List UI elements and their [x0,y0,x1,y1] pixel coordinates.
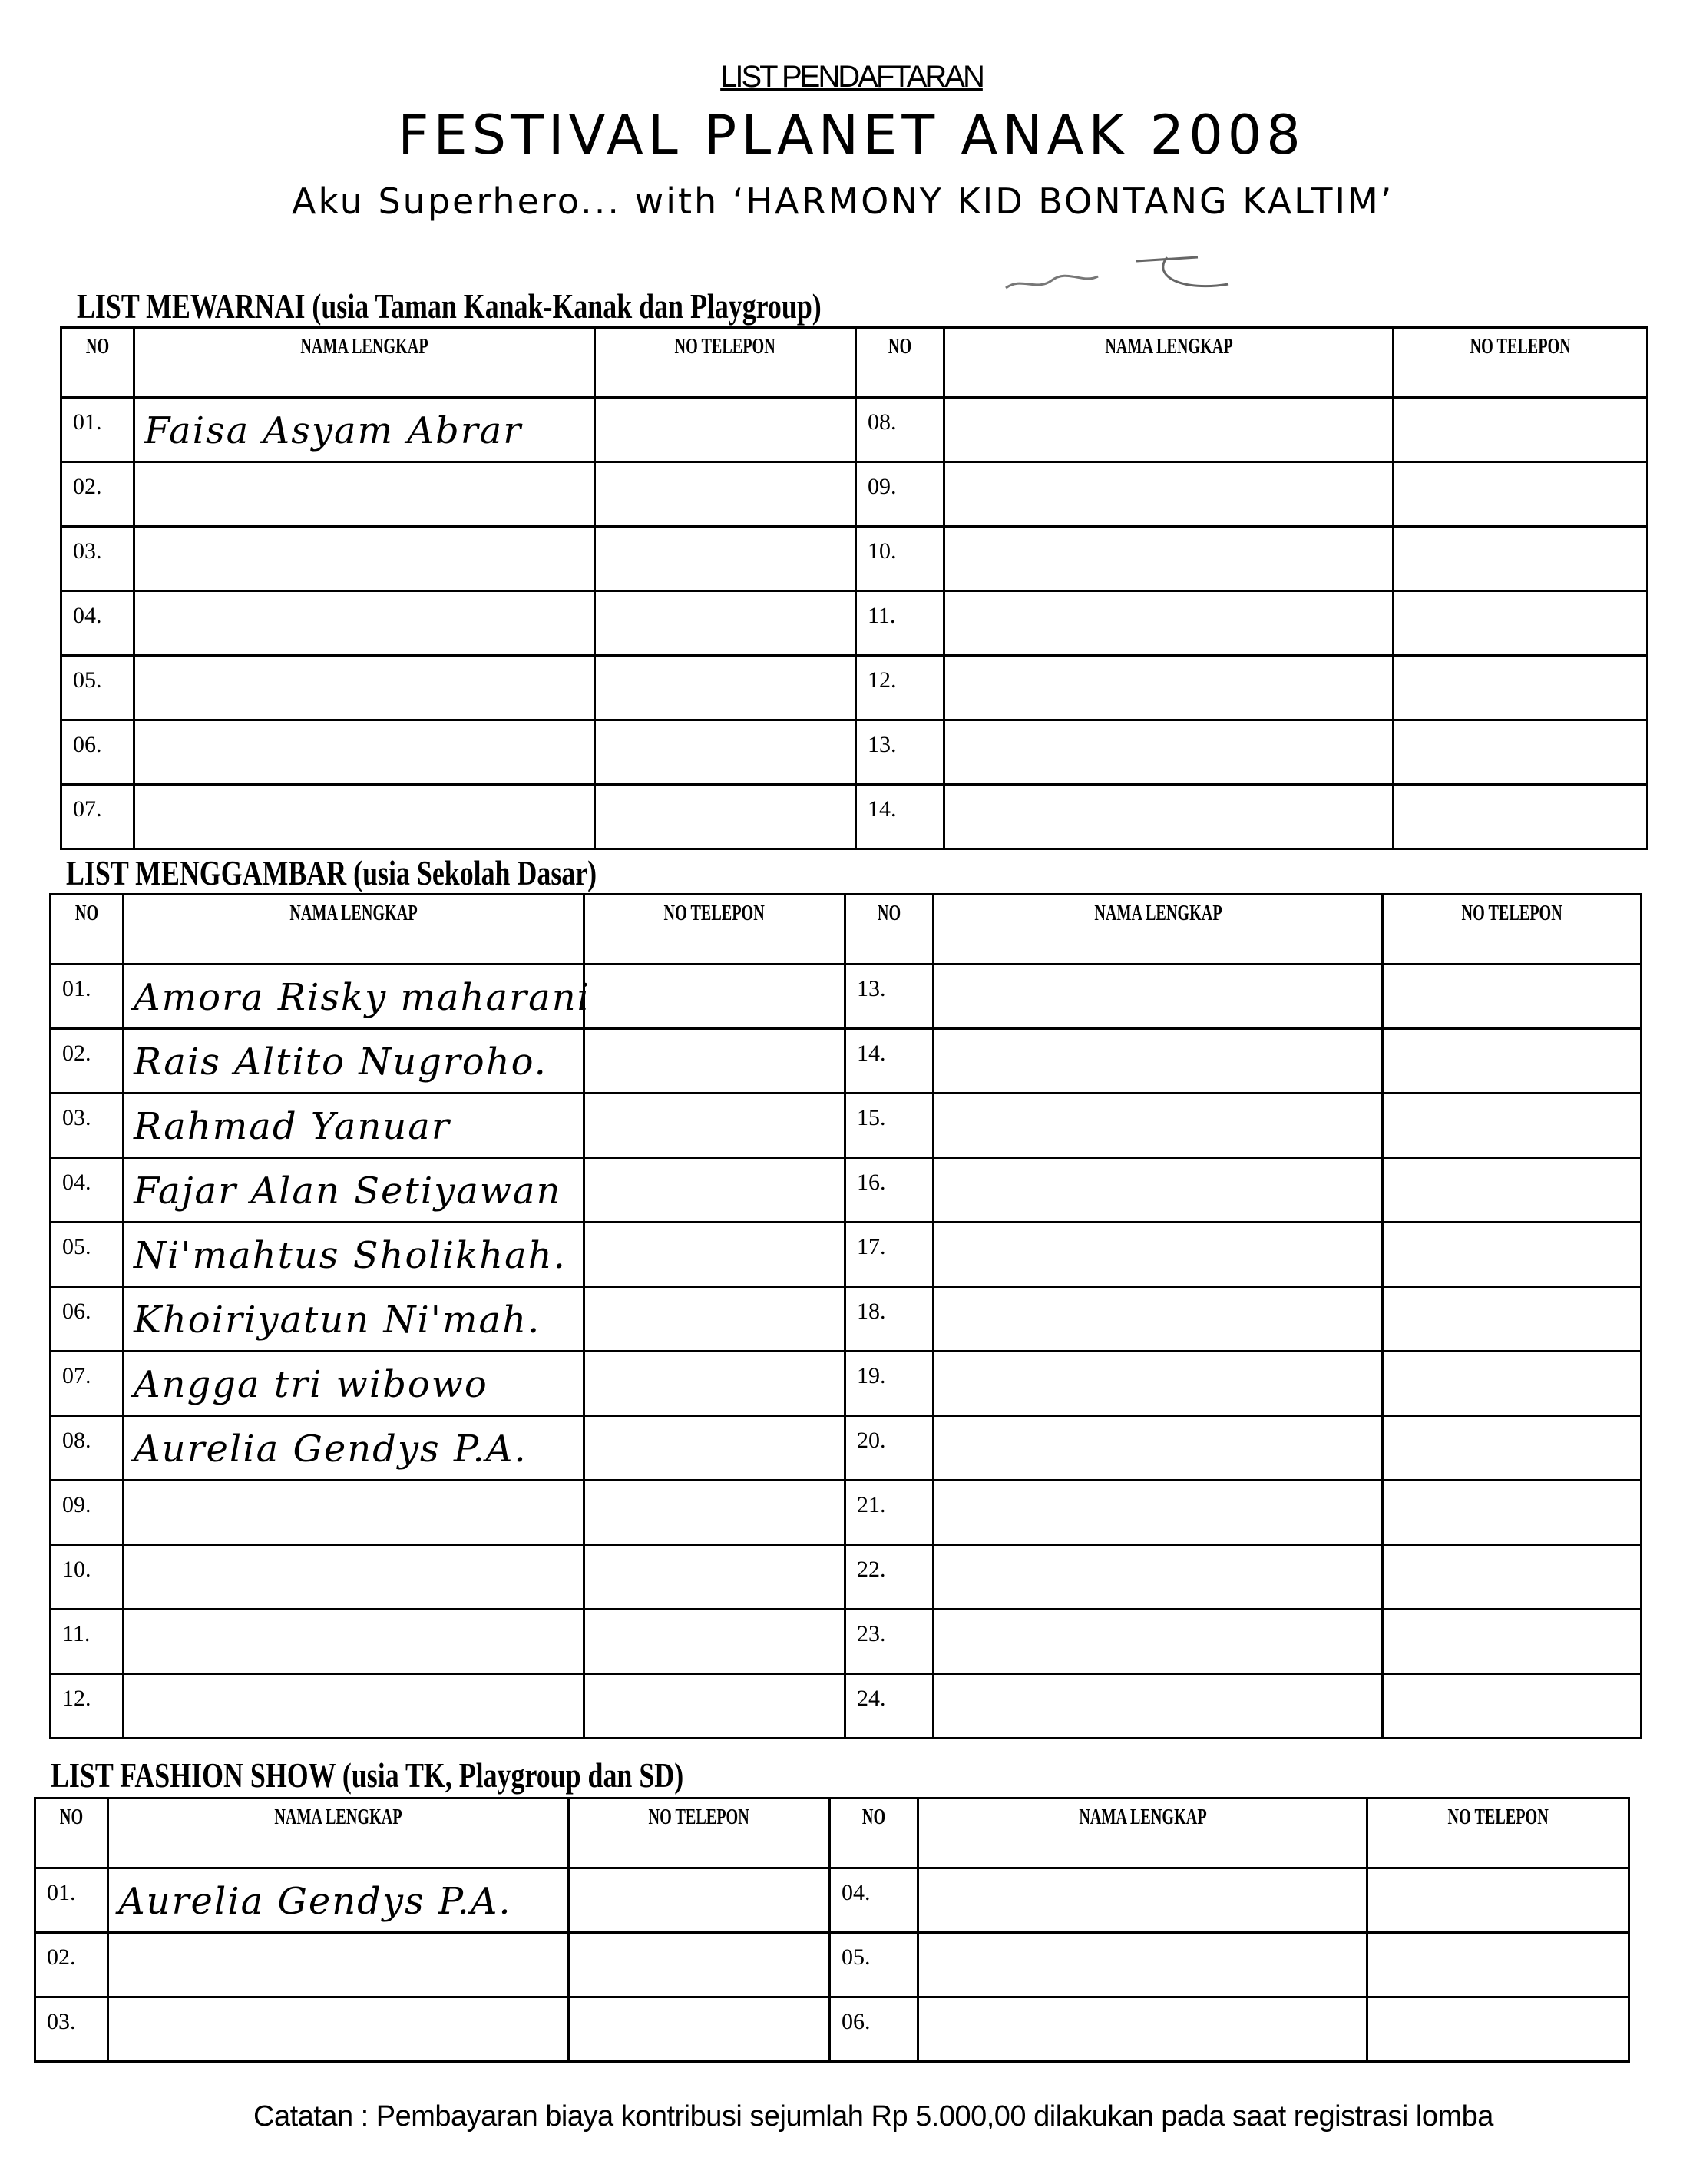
participant-name-cell [944,591,1394,656]
participant-name-cell [934,1610,1383,1674]
phone-number-cell [1394,720,1648,785]
row-number: 03. [35,1997,108,2062]
participant-name-cell: Rais Altito Nugroho. [124,1029,584,1094]
row-number: 20. [845,1416,934,1481]
row-number: 09. [856,462,944,527]
col-header-no: NO [61,328,134,398]
table-row [35,1868,1629,1933]
phone-number-cell [1383,1610,1642,1674]
participant-name-cell [134,785,595,849]
participant-name-cell [934,1674,1383,1739]
phone-number-cell [1394,527,1648,591]
row-number: 13. [856,720,944,785]
table-fashion [34,1797,1630,2063]
row-number: 18. [845,1287,934,1352]
phone-number-cell [569,1868,830,1933]
phone-number-cell [1367,1933,1629,1997]
col-header-name: NAMA LENGKAP [934,895,1383,965]
participant-name-cell [944,398,1394,462]
participant-name-cell [134,462,595,527]
table-row [51,1158,1642,1223]
row-number: 07. [51,1352,124,1416]
phone-number-cell [595,591,856,656]
participant-name-cell: Rahmad Yanuar [124,1094,584,1158]
table-row [61,398,1648,462]
participant-name-cell [934,1158,1383,1223]
table-row [61,462,1648,527]
page-title: FESTIVAL PLANET ANAK 2008 [398,104,1305,167]
col-header-phone: NO TELEPON [1394,328,1648,398]
table-row [51,1610,1642,1674]
col-header-phone: NO TELEPON [595,328,856,398]
row-number: 01. [51,965,124,1029]
phone-number-cell [1383,965,1642,1029]
table-row [51,965,1642,1029]
phone-number-cell [584,1545,845,1610]
participant-name-cell: Ni'mahtus Sholikhah. [124,1223,584,1287]
phone-number-cell [1383,1287,1642,1352]
row-number: 17. [845,1223,934,1287]
phone-number-cell [1394,785,1648,849]
table-row [35,1997,1629,2062]
col-header-no: NO [51,895,124,965]
row-number: 03. [51,1094,124,1158]
col-header-no: NO [830,1798,918,1868]
row-number: 23. [845,1610,934,1674]
col-header-no: NO [35,1798,108,1868]
table-row [51,1094,1642,1158]
row-number: 10. [856,527,944,591]
table-row [35,1933,1629,1997]
section-title-fashion: LIST FASHION SHOW (usia TK, Playgroup dan SD) [51,1755,684,1795]
phone-number-cell [584,1287,845,1352]
row-number: 04. [830,1868,918,1933]
participant-name-cell [134,527,595,591]
participant-name-cell: Aurelia Gendys P.A. [124,1416,584,1481]
participant-name-cell [134,591,595,656]
participant-name-cell: Fajar Alan Setiyawan [124,1158,584,1223]
participant-name-cell: Angga tri wibowo [124,1352,584,1416]
phone-number-cell [1394,462,1648,527]
participant-name-cell [944,462,1394,527]
row-number: 19. [845,1352,934,1416]
phone-number-cell [584,1158,845,1223]
phone-number-cell [584,965,845,1029]
participant-name-cell: Aurelia Gendys P.A. [108,1868,569,1933]
phone-number-cell [1383,1029,1642,1094]
col-header-no: NO [856,328,944,398]
table-row [61,785,1648,849]
table-row [61,720,1648,785]
phone-number-cell [595,527,856,591]
participant-name-cell [934,1481,1383,1545]
phone-number-cell [584,1610,845,1674]
row-number: 09. [51,1481,124,1545]
table-row [61,591,1648,656]
participant-name-cell [134,656,595,720]
row-number: 13. [845,965,934,1029]
participant-name-cell [944,785,1394,849]
row-number: 07. [61,785,134,849]
participant-name-cell [124,1481,584,1545]
participant-name-cell [108,1933,569,1997]
participant-name-cell [918,1868,1367,1933]
participant-name-cell [944,527,1394,591]
form-label: LIST PENDAFTARAN [720,60,983,94]
row-number: 01. [61,398,134,462]
table-menggambar [49,893,1642,1739]
phone-number-cell [1383,1416,1642,1481]
row-number: 08. [856,398,944,462]
phone-number-cell [584,1094,845,1158]
row-number: 24. [845,1674,934,1739]
participant-name-cell [134,720,595,785]
participant-name-cell [934,965,1383,1029]
phone-number-cell [1394,591,1648,656]
participant-name-cell [934,1352,1383,1416]
row-number: 01. [35,1868,108,1933]
participant-name-cell: Amora Risky maharani [124,965,584,1029]
phone-number-cell [1383,1352,1642,1416]
row-number: 12. [51,1674,124,1739]
participant-name-cell [944,656,1394,720]
participant-name-cell [124,1545,584,1610]
table-row [61,527,1648,591]
row-number: 14. [845,1029,934,1094]
row-number: 15. [845,1094,934,1158]
phone-number-cell [569,1933,830,1997]
row-number: 06. [61,720,134,785]
row-number: 05. [61,656,134,720]
phone-number-cell [569,1997,830,2062]
table-row [51,1287,1642,1352]
participant-name-cell [944,720,1394,785]
row-number: 02. [61,462,134,527]
row-number: 11. [856,591,944,656]
phone-number-cell [1383,1481,1642,1545]
payment-note: Catatan : Pembayaran biaya kontribusi sejumlah Rp 5.000,00 dilakukan pada saat registrasi lomba [253,2100,1493,2133]
table-row [61,656,1648,720]
col-header-name: NAMA LENGKAP [108,1798,569,1868]
phone-number-cell [595,720,856,785]
table-row [51,1674,1642,1739]
participant-name-cell [108,1997,569,2062]
phone-number-cell [1394,656,1648,720]
col-header-phone: NO TELEPON [1383,895,1642,965]
participant-name-cell [934,1287,1383,1352]
table-mewarnai [60,326,1648,850]
phone-number-cell [584,1674,845,1739]
row-number: 21. [845,1481,934,1545]
phone-number-cell [584,1029,845,1094]
row-number: 08. [51,1416,124,1481]
phone-number-cell [584,1416,845,1481]
table-row [51,1352,1642,1416]
phone-number-cell [1383,1674,1642,1739]
row-number: 06. [51,1287,124,1352]
section-title-mewarnai: LIST MEWARNAI (usia Taman Kanak-Kanak dan Playgroup) [77,286,822,326]
table-row [51,1481,1642,1545]
table-row [51,1545,1642,1610]
col-header-name: NAMA LENGKAP [944,328,1394,398]
col-header-phone: NO TELEPON [1367,1798,1629,1868]
phone-number-cell [1394,398,1648,462]
phone-number-cell [584,1352,845,1416]
participant-name-cell [934,1545,1383,1610]
table-row [51,1029,1642,1094]
table-row [51,1223,1642,1287]
row-number: 16. [845,1158,934,1223]
participant-name-cell [934,1029,1383,1094]
participant-name-cell [918,1997,1367,2062]
col-header-no: NO [845,895,934,965]
row-number: 02. [51,1029,124,1094]
row-number: 02. [35,1933,108,1997]
col-header-phone: NO TELEPON [584,895,845,965]
phone-number-cell [1367,1868,1629,1933]
col-header-phone: NO TELEPON [569,1798,830,1868]
phone-number-cell [1383,1158,1642,1223]
phone-number-cell [1383,1223,1642,1287]
participant-name-cell [934,1223,1383,1287]
row-number: 10. [51,1545,124,1610]
phone-number-cell [1383,1545,1642,1610]
row-number: 03. [61,527,134,591]
section-title-menggambar: LIST MENGGAMBAR (usia Sekolah Dasar) [66,853,597,892]
participant-name-cell: Faisa Asyam Abrar [134,398,595,462]
row-number: 22. [845,1545,934,1610]
row-number: 04. [61,591,134,656]
phone-number-cell [1367,1997,1629,2062]
phone-number-cell [1383,1094,1642,1158]
phone-number-cell [595,462,856,527]
col-header-name: NAMA LENGKAP [918,1798,1367,1868]
phone-number-cell [595,785,856,849]
phone-number-cell [584,1223,845,1287]
page-subtitle: Aku Superhero... with ‘HARMONY KID BONTANG KALTIM’ [292,180,1394,222]
participant-name-cell [124,1674,584,1739]
participant-name-cell [124,1610,584,1674]
participant-name-cell [934,1416,1383,1481]
phone-number-cell [595,656,856,720]
handwritten-scribble-mark [998,246,1321,307]
row-number: 06. [830,1997,918,2062]
participant-name-cell [934,1094,1383,1158]
participant-name-cell: Khoiriyatun Ni'mah. [124,1287,584,1352]
col-header-name: NAMA LENGKAP [124,895,584,965]
row-number: 04. [51,1158,124,1223]
row-number: 05. [830,1933,918,1997]
row-number: 11. [51,1610,124,1674]
row-number: 12. [856,656,944,720]
row-number: 05. [51,1223,124,1287]
col-header-name: NAMA LENGKAP [134,328,595,398]
table-row [51,1416,1642,1481]
phone-number-cell [584,1481,845,1545]
phone-number-cell [595,398,856,462]
participant-name-cell [918,1933,1367,1997]
row-number: 14. [856,785,944,849]
